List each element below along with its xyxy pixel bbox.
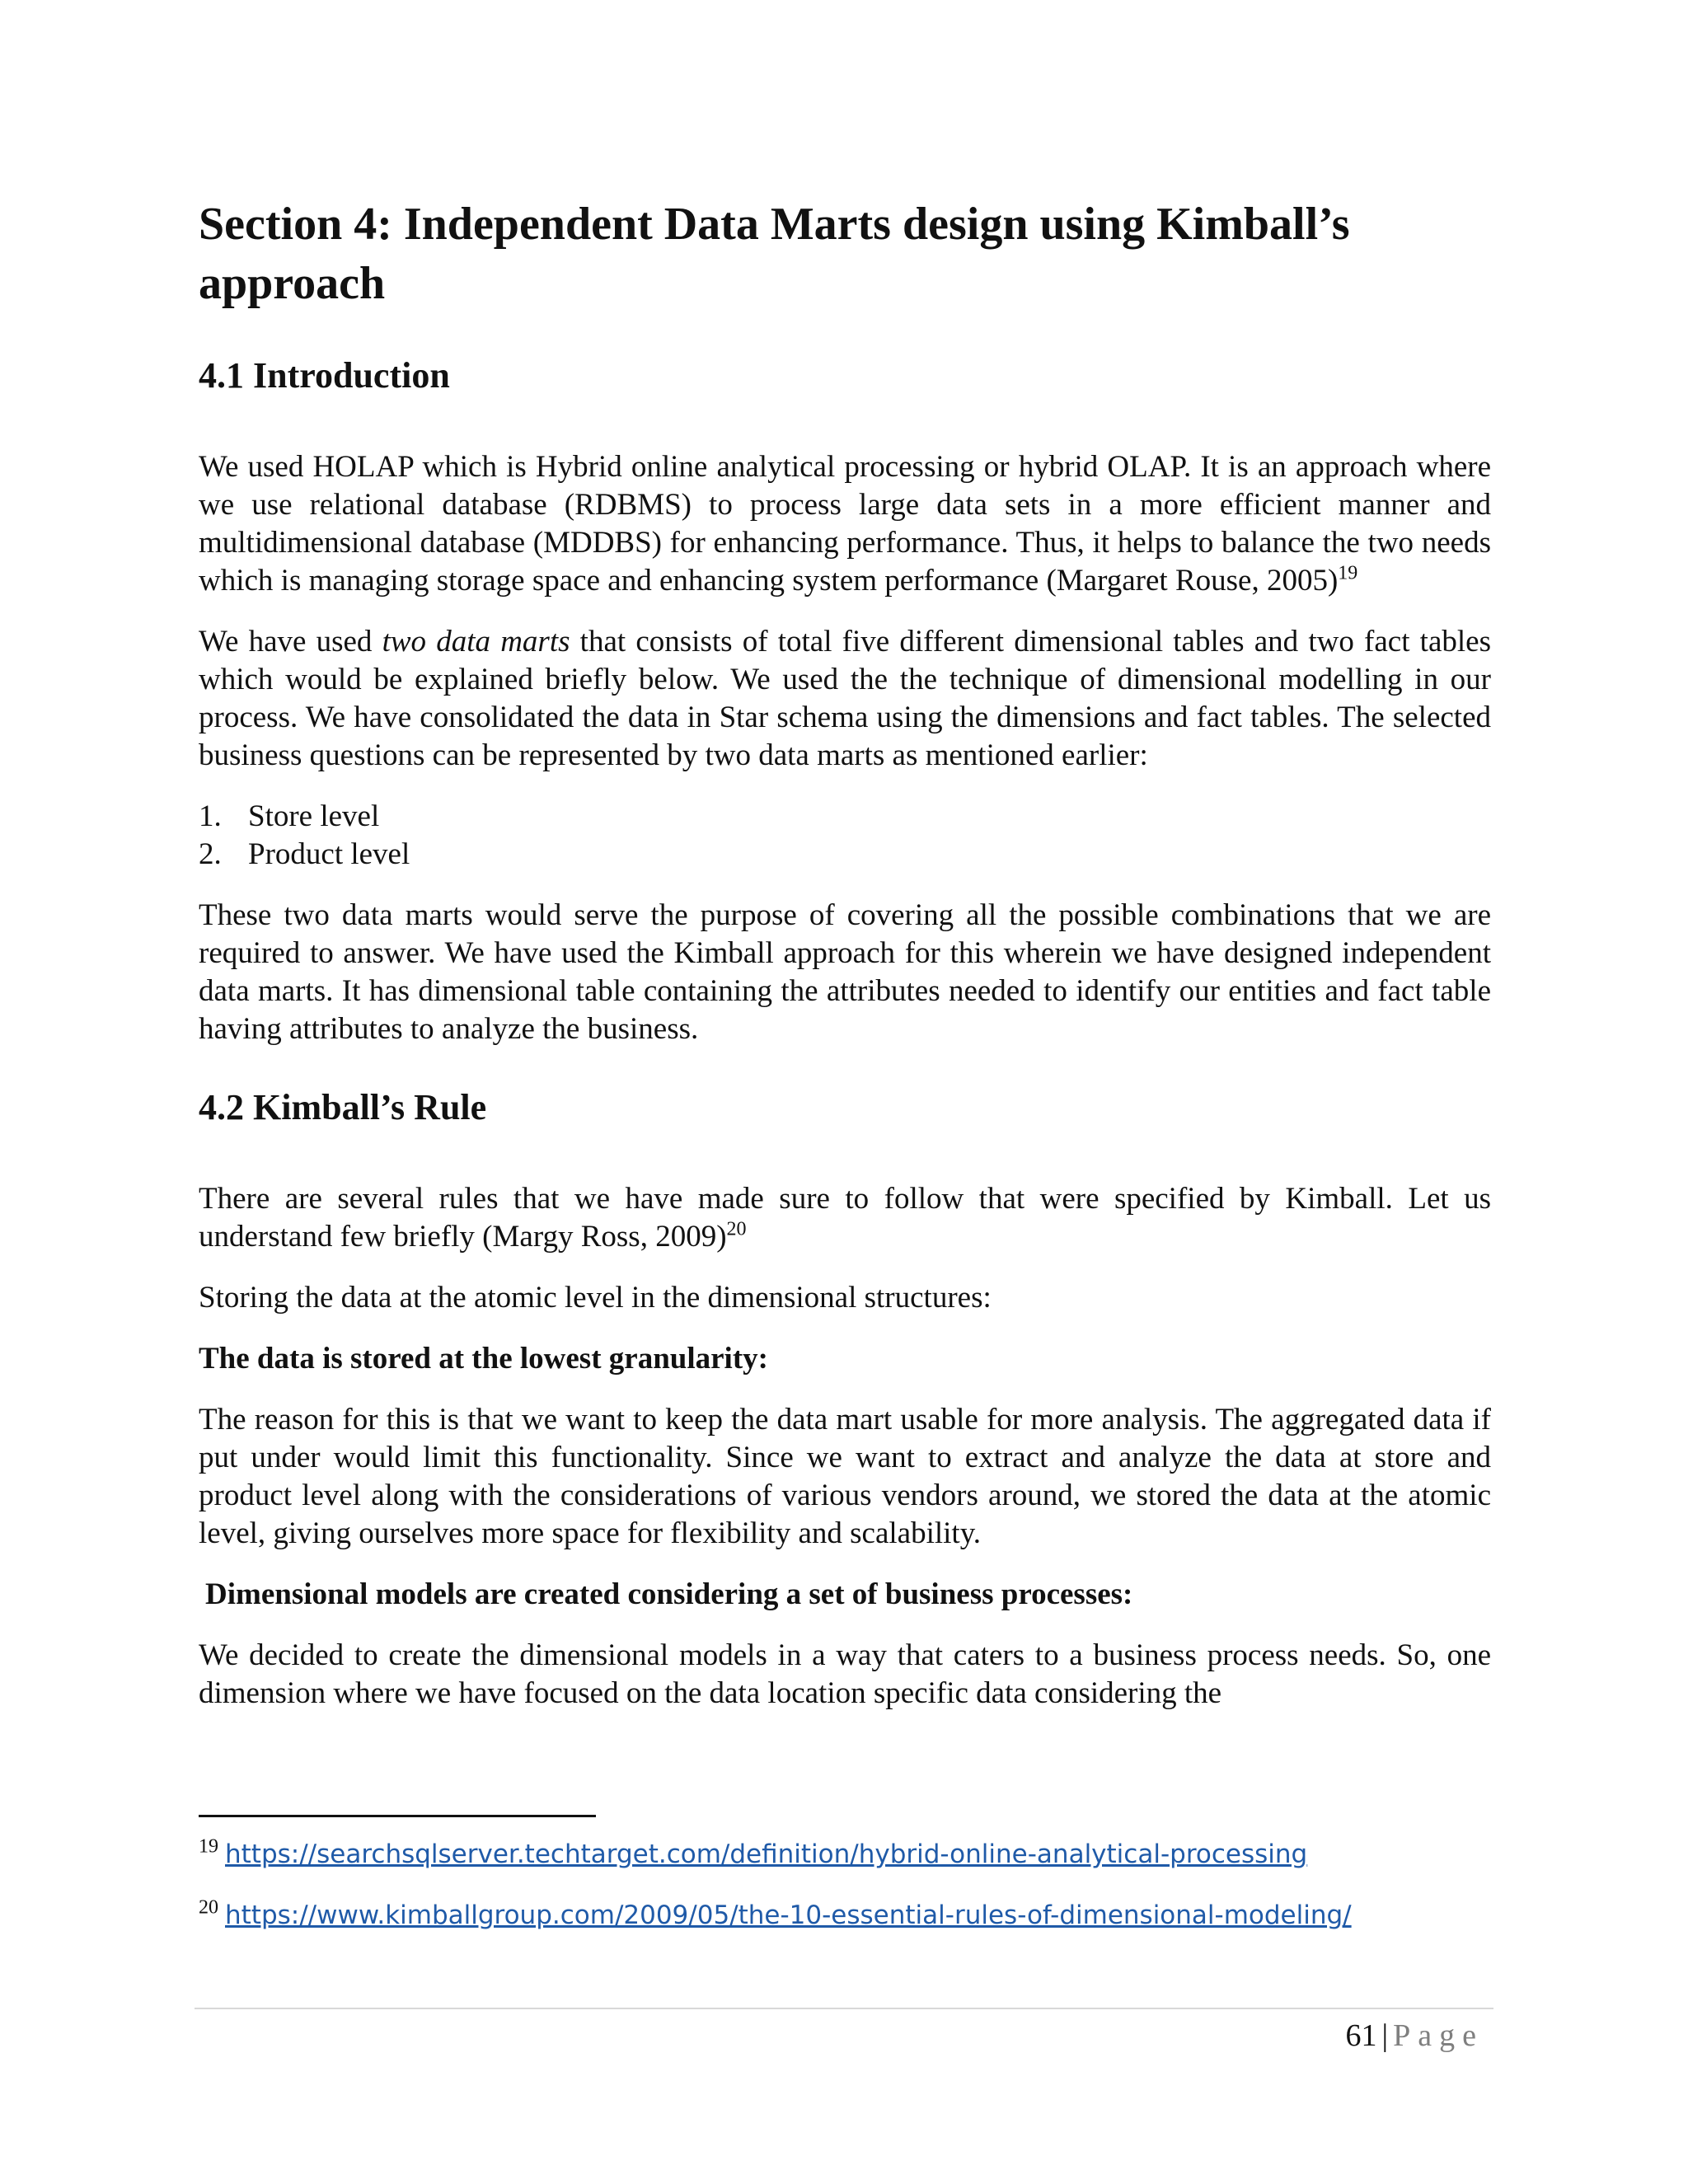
section-title: Section 4: Independent Data Marts design using Kimball’s approach	[199, 199, 1350, 309]
footnote-link[interactable]: https://www.kimballgroup.com/2009/05/the-10-essential-rules-of-dimensional-modeling/	[225, 1900, 1352, 1930]
list-item-number: 1.	[199, 799, 222, 833]
page-label: Page	[1393, 2018, 1484, 2053]
data-mart-list	[199, 798, 1491, 874]
page-separator: |	[1381, 2018, 1389, 2053]
footnote-20	[199, 1897, 1352, 1933]
intro-paragraph-2-start: We have used	[199, 625, 382, 658]
intro-paragraph-3: These two data marts would serve the purpose of covering all the possible combinations that we are required to answer. We have used the Kimball approach for this wherein we have designed independent data marts. It has dimensional table containing the attributes needed to identify our entities and fact table having attributes to analyze the business.	[199, 898, 1491, 1046]
footnote-ref-20[interactable]: 20	[726, 1218, 747, 1240]
rules-paragraph-2: Storing the data at the atomic level in the dimensional structures:	[199, 1281, 992, 1315]
rules-heading: 4.2 Kimball’s Rule	[199, 1087, 487, 1127]
footnote-ref-19[interactable]: 19	[1338, 562, 1358, 584]
footer-divider	[195, 2008, 1493, 2009]
intro-paragraph-2-emphasis: two data marts	[382, 625, 570, 658]
list-item-text: Product level	[248, 837, 410, 871]
footnote-link[interactable]: https://searchsqlserver.techtarget.com/definition/hybrid-online-analytical-processing	[225, 1840, 1308, 1869]
intro-paragraph-1	[199, 448, 1491, 600]
list-item-number: 2.	[199, 837, 222, 871]
intro-paragraph-2-end: that consists of total five different dimensional tables and two fact tables which would be explained briefly below. We used the the technique of dimensional modelling in our process. We have consolidated the data in Star schema using the dimensions and fact tables. The selected business questions can be represented by two data marts as mentioned earlier:	[199, 625, 1491, 772]
intro-paragraph-2	[199, 623, 1491, 775]
footnote-number: 20	[199, 1896, 218, 1919]
rules-paragraph-1-text: There are several rules that we have made sure to follow that were specified by Kimball. Let us understand few briefly (Margy Ross, 2009)	[199, 1182, 1491, 1254]
intro-paragraph-1-text: We used HOLAP which is Hybrid online analytical processing or hybrid OLAP. It is an approach where we use relational database (RDBMS) to process large data sets in a more efficient manner and multidimensional database (MDDBS) for enhancing performance. Thus, it helps to balance the two needs which is managing storage space and enhancing system performance (Margaret Rouse, 2005)	[199, 450, 1491, 598]
page-number: 61	[1345, 2018, 1377, 2053]
rules-paragraph-1	[199, 1180, 1491, 1256]
footnote-divider	[199, 1815, 596, 1817]
rules-paragraph-4: We decided to create the dimensional models in a way that caters to a business process needs. So, one dimension where we have focused on the data location specific data considering the	[199, 1638, 1491, 1710]
footnote-number: 19	[199, 1835, 218, 1858]
list-item	[199, 836, 1491, 874]
rules-bold-heading-2: Dimensional models are created considering a set of business processes:	[205, 1577, 1133, 1611]
footnote-19	[199, 1836, 1307, 1872]
list-item-text: Store level	[248, 799, 380, 833]
rules-paragraph-3: The reason for this is that we want to keep the data mart usable for more analysis. The aggregated data if put under would limit this functionality. Since we want to extract and analyze the data at store and product level along with the considerations of various vendors around, we stored the data at the atomic level, giving ourselves more space for flexibility and scalability.	[199, 1403, 1491, 1550]
rules-bold-heading-1: The data is stored at the lowest granularity:	[199, 1342, 768, 1376]
intro-heading: 4.1 Introduction	[199, 355, 450, 396]
page-footer	[1346, 2016, 1484, 2055]
page-content	[199, 194, 1491, 1736]
list-item	[199, 798, 1491, 836]
